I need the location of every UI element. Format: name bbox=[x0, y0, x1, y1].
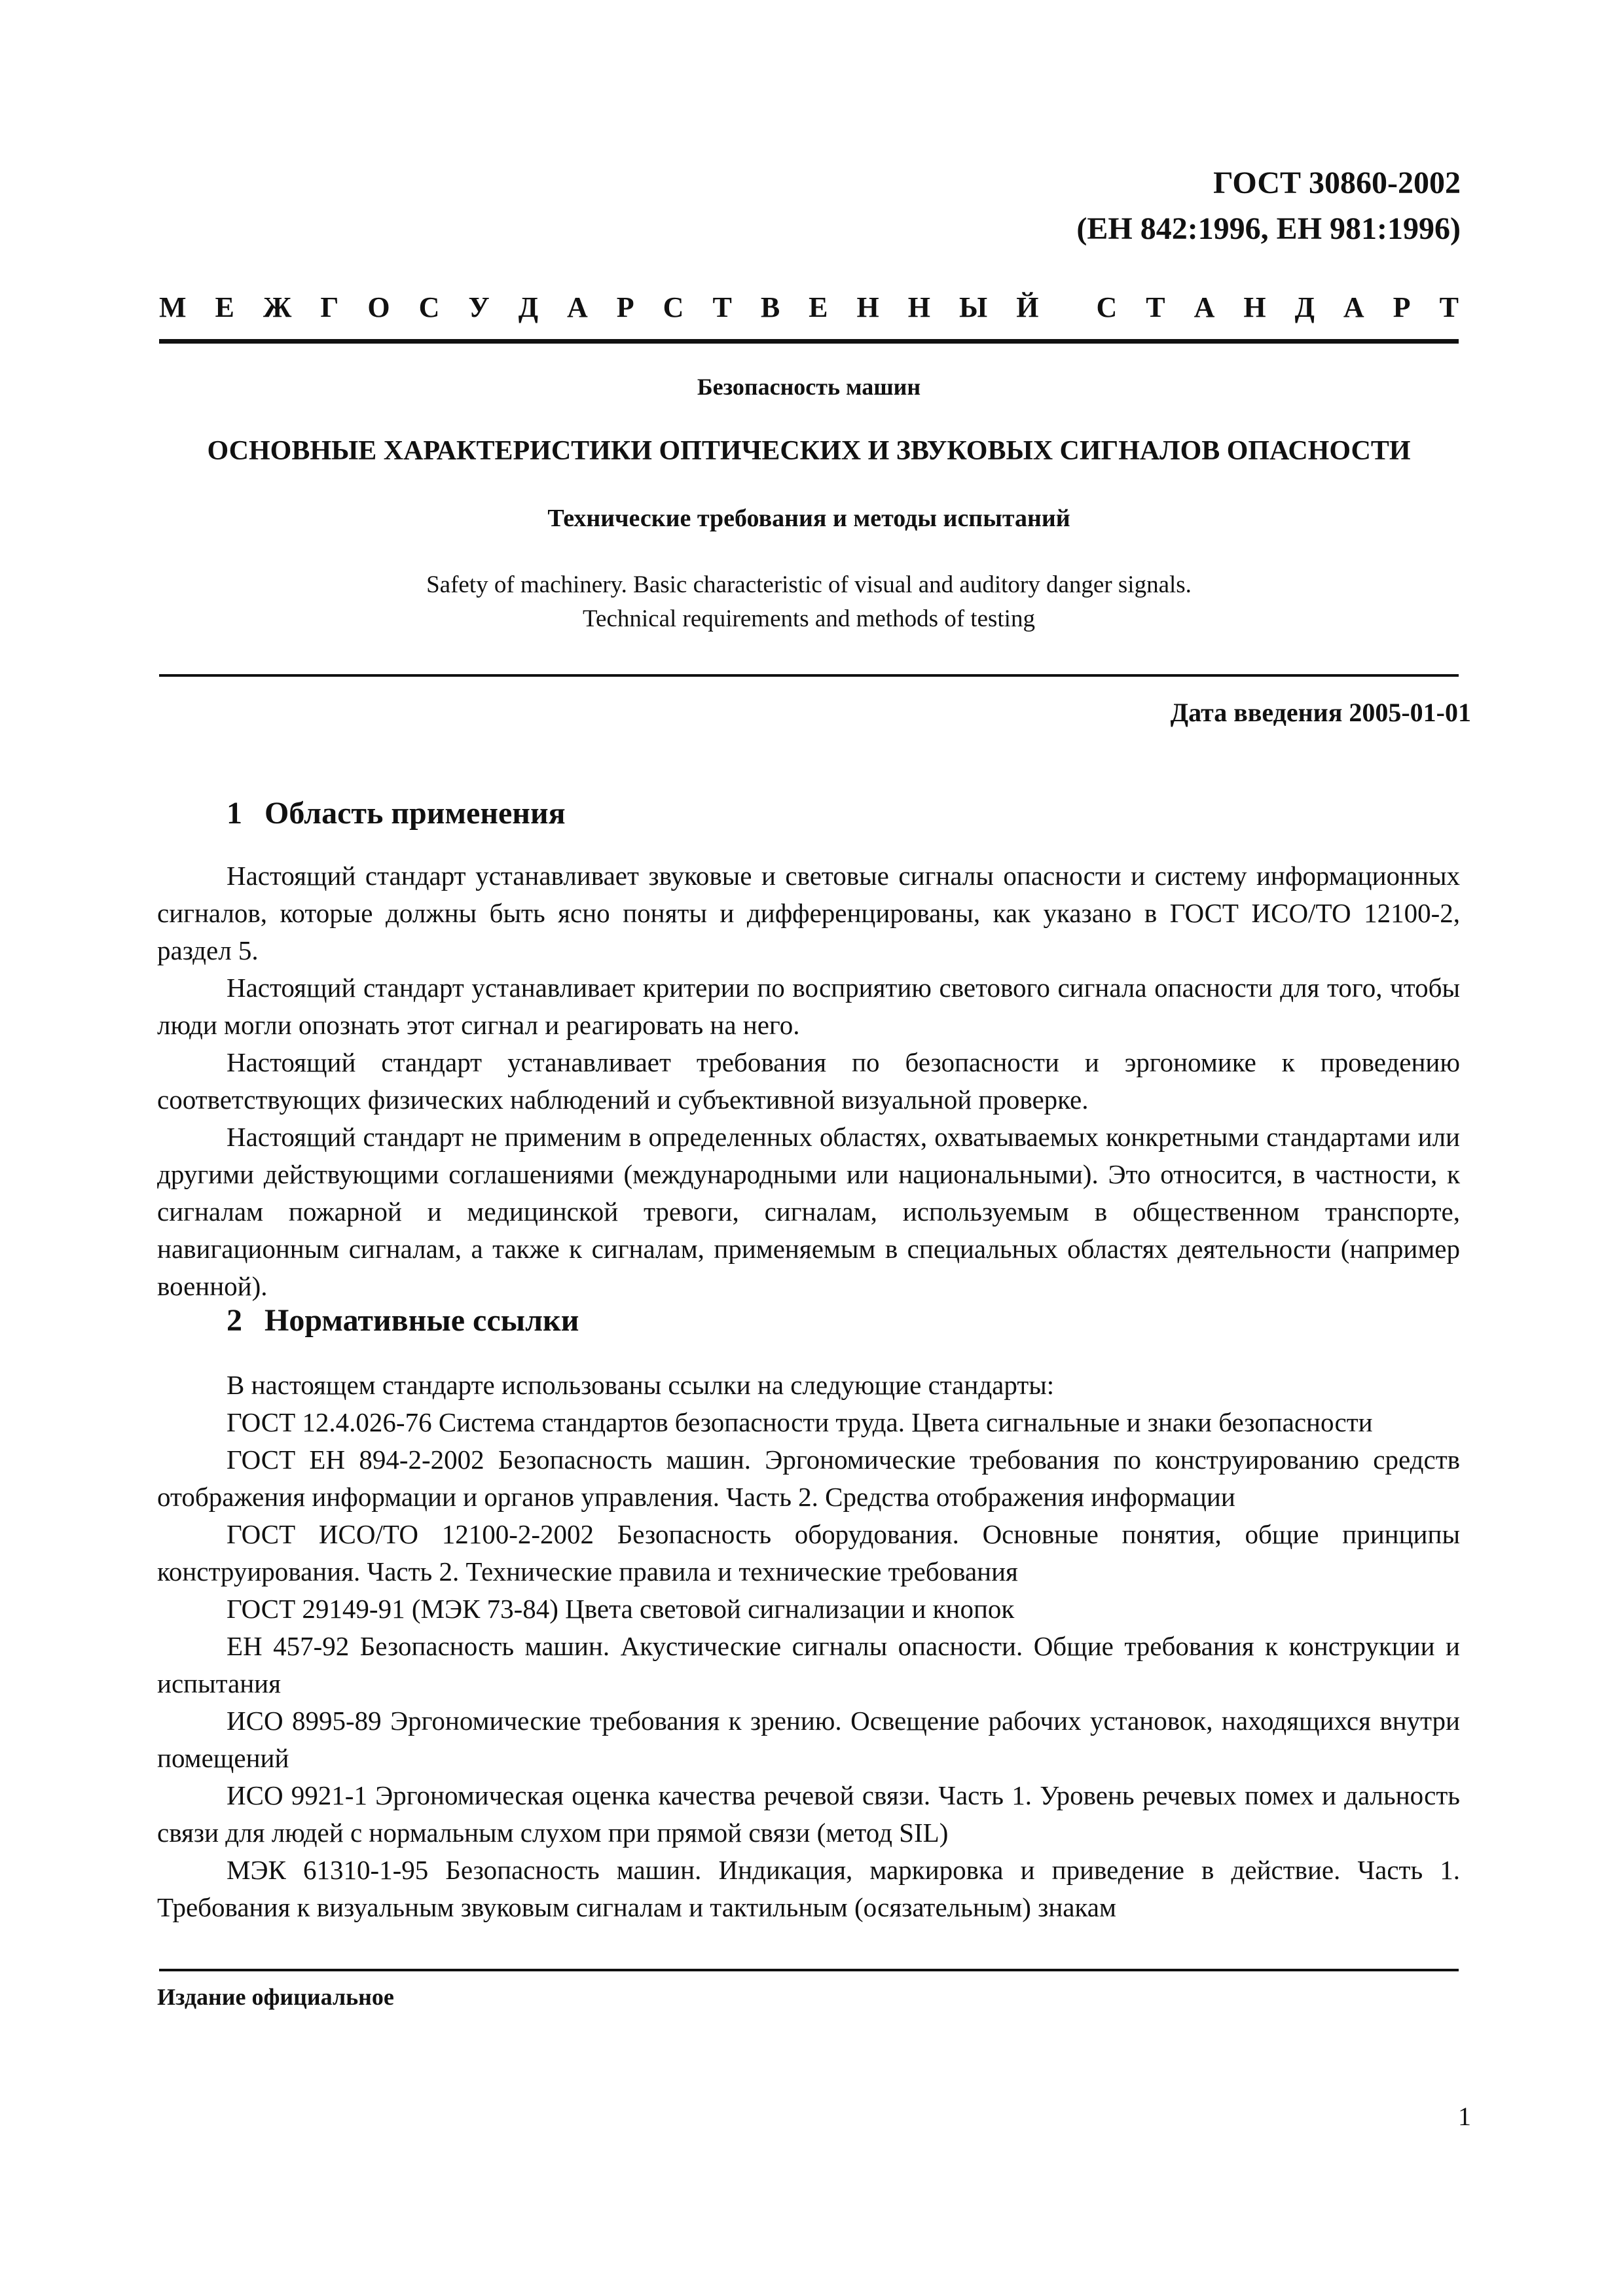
paragraph: Настоящий стандарт устанавливает критерии по восприятию светового сигнала опасности для того, чтобы люди могли опознать этот сигнал и реагировать на него. bbox=[157, 973, 1460, 1040]
banner-letter: О bbox=[367, 291, 390, 323]
reference-item: ГОСТ 29149-91 (МЭК 73-84) Цвета световой сигнализации и кнопок bbox=[227, 1594, 1015, 1624]
references-intro: В настоящем стандарте использованы ссылки на следующие стандарты: bbox=[227, 1370, 1055, 1400]
reference-item: ГОСТ 12.4.026-76 Система стандартов безопасности труда. Цвета сигнальные и знаки безопасности bbox=[227, 1407, 1373, 1437]
reference-item: ЕН 457-92 Безопасность машин. Акустические сигналы опасности. Общие требования к конструкции и испытания bbox=[157, 1631, 1460, 1698]
banner-letter: С bbox=[663, 291, 684, 323]
banner-letter: Г bbox=[320, 291, 339, 323]
subject-title: Безопасность машин bbox=[697, 374, 921, 400]
paragraph: Настоящий стандарт устанавливает звуковые и световые сигналы опасности и систему информационных сигналов, которые должны быть ясно поняты и дифференцированы, как указано в ГОСТ ИСО/ТО 12100-2, раздел 5. bbox=[157, 861, 1460, 965]
section-1-number: 1 bbox=[227, 796, 242, 831]
banner-letter: Ж bbox=[263, 291, 292, 323]
standard-equivalents: (ЕН 842:1996, ЕН 981:1996) bbox=[1076, 211, 1461, 246]
banner-letter: Р bbox=[616, 291, 634, 323]
banner-letter: Н bbox=[907, 291, 930, 323]
banner-letter: Й bbox=[1016, 291, 1039, 323]
edition-note: Издание официальное bbox=[157, 1984, 394, 2010]
introduction-date: Дата введения 2005-01-01 bbox=[1170, 698, 1471, 727]
banner-letter: С bbox=[1096, 291, 1118, 323]
banner-letter: Т bbox=[1439, 291, 1459, 323]
english-title-line-1: Safety of machinery. Basic characteristic of visual and auditory danger signals. bbox=[426, 571, 1192, 598]
section-2-body bbox=[157, 1367, 1460, 1926]
standard-number: ГОСТ 30860-2002 bbox=[1213, 166, 1461, 200]
reference-item: ИСО 9921-1 Эргономическая оценка качества речевой связи. Часть 1. Уровень речевых помех и дальность связи для людей с нормальным слухом при прямой связи (метод SIL) bbox=[157, 1780, 1460, 1848]
header-rule bbox=[159, 339, 1459, 344]
banner-letter: А bbox=[1343, 291, 1364, 323]
main-title: ОСНОВНЫЕ ХАРАКТЕРИСТИКИ ОПТИЧЕСКИХ И ЗВУКОВЫХ СИГНАЛОВ ОПАСНОСТИ bbox=[207, 436, 1411, 466]
banner-letter: Е bbox=[809, 291, 828, 323]
banner-letter: Д bbox=[1294, 291, 1315, 323]
banner-letter: Д bbox=[518, 291, 538, 323]
reference-item: ГОСТ ИСО/ТО 12100-2-2002 Безопасность оборудования. Основные понятия, общие принципы конструирования. Часть 2. Технические правила и технические требования bbox=[157, 1519, 1460, 1587]
english-title-line-2: Technical requirements and methods of testing bbox=[583, 605, 1035, 632]
banner-letter: У bbox=[468, 291, 490, 323]
section-2-number: 2 bbox=[227, 1303, 242, 1338]
banner-letter: Н bbox=[856, 291, 879, 323]
section-1-title: Область применения bbox=[264, 796, 566, 831]
section-2-title: Нормативные ссылки bbox=[264, 1303, 579, 1338]
paragraph: Настоящий стандарт не применим в определенных областях, охватываемых конкретными стандартами или другими действующими соглашениями (международными или национальными). Это относится, в частности, к сигналам пожарной и медицинской тревоги, сигналам, используемым в общественном транспорте, навигационным сигналам, а также к сигналам, применяемым в специальных областях деятельности (например военной). bbox=[157, 1122, 1460, 1301]
english-title bbox=[159, 568, 1459, 636]
reference-item: ГОСТ ЕН 894-2-2002 Безопасность машин. Эргономические требования по конструированию средств отображения информации и органов управления. Часть 2. Средства отображения информации bbox=[157, 1444, 1460, 1512]
banner-letter: Ы bbox=[959, 291, 988, 323]
banner-letter: Е bbox=[215, 291, 234, 323]
section-2-heading bbox=[227, 1302, 579, 1338]
banner-letter: Т bbox=[712, 291, 732, 323]
banner-letter: Р bbox=[1393, 291, 1411, 323]
banner-letter: А bbox=[567, 291, 588, 323]
footer-rule bbox=[159, 1969, 1459, 1971]
reference-item: МЭК 61310-1-95 Безопасность машин. Индикация, маркировка и приведение в действие. Часть 1. Требования к визуальным звуковым сигналам и тактильным (осязательным) знакам bbox=[157, 1855, 1460, 1922]
banner-letter: С bbox=[418, 291, 440, 323]
title-rule bbox=[159, 674, 1459, 677]
banner-letter: В bbox=[760, 291, 780, 323]
reference-item: ИСО 8995-89 Эргономические требования к зрению. Освещение рабочих установок, находящихся внутри помещений bbox=[157, 1706, 1460, 1773]
banner-letter: Н bbox=[1243, 291, 1266, 323]
section-1-heading bbox=[227, 795, 566, 831]
section-1-body bbox=[157, 857, 1460, 1305]
paragraph: Настоящий стандарт устанавливает требования по безопасности и эргономике к проведению соответствующих физических наблюдений и субъективной визуальной проверке. bbox=[157, 1047, 1460, 1115]
banner-letter: М bbox=[159, 291, 187, 323]
banner-letter: Т bbox=[1146, 291, 1165, 323]
page-number: 1 bbox=[1458, 2102, 1471, 2131]
subtitle: Технические требования и методы испытаний bbox=[547, 505, 1070, 532]
standard-type-banner bbox=[159, 288, 1459, 327]
banner-letter: А bbox=[1194, 291, 1215, 323]
